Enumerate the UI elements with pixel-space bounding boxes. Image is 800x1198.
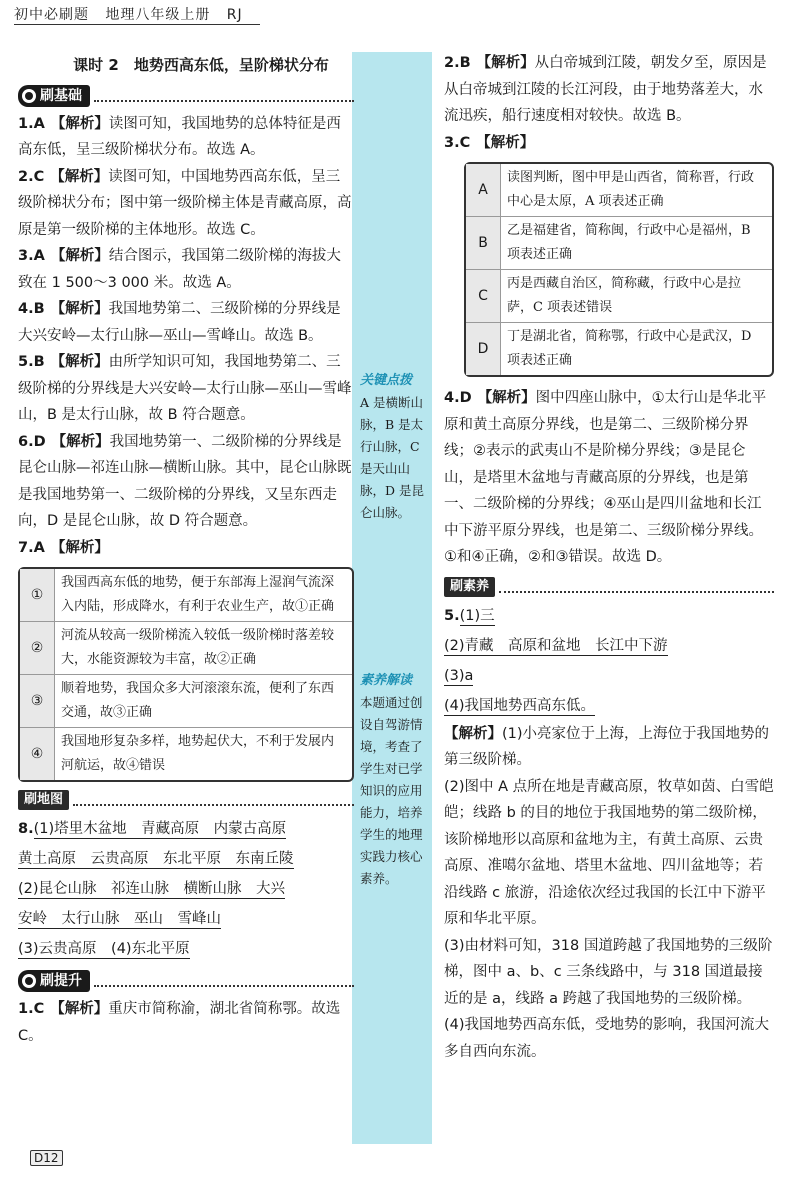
question-text: 5. — [444, 607, 460, 624]
question-text: 【解析】 — [50, 248, 109, 264]
header-edition: RJ — [226, 7, 243, 23]
question-text: 7. — [18, 539, 34, 556]
question-text: 重庆市简称渝，湖北省简称鄂。故选 C。 — [18, 1001, 341, 1044]
badge-icon — [22, 974, 36, 988]
answer-line — [444, 601, 774, 631]
answer-line — [18, 904, 354, 934]
question-text: 【解析】 — [50, 1001, 109, 1017]
q3-analysis-table — [464, 162, 774, 377]
q7-analysis-table — [18, 567, 354, 782]
left-column — [18, 52, 354, 1049]
question-text: (2)昆仑山脉 祁连山脉 横断山脉 大兴 — [18, 881, 286, 897]
section-basic — [18, 85, 354, 107]
answer-line — [18, 814, 354, 844]
answer-line — [18, 874, 354, 904]
badge-icon — [22, 89, 36, 103]
header-rule — [14, 24, 260, 25]
row-key: ④ — [20, 728, 55, 780]
answer-line — [444, 631, 774, 661]
side-note-1 — [360, 370, 428, 524]
section-map-label: 刷地图 — [18, 790, 69, 810]
question-text: 【解析】 — [51, 433, 110, 450]
answer-line: (4)我国地势西高东低，受地势的影响，我国河流大多自西向东流。 — [444, 1017, 770, 1060]
answer-line — [18, 934, 354, 964]
table-row — [466, 164, 772, 217]
question-text: C — [33, 168, 45, 185]
row-text: 丁是湖北省，简称鄂，行政中心是武汉，D 项表述正确 — [507, 329, 752, 368]
question-text: A — [33, 248, 45, 264]
section-improve-label: 刷提升 — [40, 973, 82, 989]
side-note-2-heading: 素养解读 — [360, 673, 413, 688]
question-4 — [18, 296, 354, 349]
question-text: 图中四座山脉中，①太行山是华北平原和黄土高原分界线，也是第二、三级阶梯分界线；②表示的武夷山不是阶梯分界线；③是昆仑山，是塔里木盆地与青藏高原的分界线，也是第一、二级阶梯的分界线；④巫山是四川盆地和长江中下游平原分界线，也是第二、三级阶梯分界线。①和④正确，②和③错误。故选 D。 — [444, 390, 767, 565]
question-1-improve — [18, 996, 354, 1049]
question-text: (1)小亮家位于上海，上海位于我国地势的第三级阶梯。 — [444, 725, 770, 768]
question-2-improve — [444, 50, 774, 130]
question-3 — [18, 243, 354, 296]
table-row — [466, 323, 772, 375]
question-text: (1)三 — [459, 607, 495, 624]
question-text: 结合图示，我国第二级阶梯的海拔大致在 1 500～3 000 米。故选 A。 — [18, 248, 341, 291]
section-improve-badge — [18, 970, 90, 992]
header-subject: 地理八年级上册 — [105, 7, 211, 23]
question-text: 【解析】 — [50, 115, 109, 132]
question-text: 【解析】 — [477, 390, 536, 406]
row-key: B — [466, 217, 501, 269]
question-text: B — [33, 301, 45, 317]
question-text: 3. — [18, 248, 34, 264]
question-text: (1)塔里木盆地 青藏高原 内蒙古高原 — [33, 821, 287, 837]
question-text: 6. — [18, 433, 34, 450]
side-note-2 — [360, 670, 428, 890]
question-text: 【解析】 — [444, 725, 502, 742]
question-text: 3. — [444, 134, 460, 151]
dotted-rule — [499, 581, 774, 593]
side-note-2-text: 本题通过创设自驾游情境，考查了学生对已学知识的应用能力，培养学生的地理实践力核心素养。 — [360, 695, 423, 886]
question-text: (3)云贵高原 (4)东北平原 — [18, 941, 190, 957]
side-note-1-text: A 是横断山脉，B 是太行山脉，C 是天山山脉，D 是昆仑山脉。 — [360, 395, 424, 520]
question-text: (2)青藏 高原和盆地 长江中下游 — [444, 637, 668, 654]
answer-line — [444, 661, 774, 691]
answer-line — [444, 721, 774, 774]
question-text: 4. — [18, 301, 34, 317]
question-text: D — [459, 390, 472, 406]
section-basic-label: 刷基础 — [40, 87, 82, 104]
table-row — [20, 675, 352, 728]
dotted-rule — [73, 794, 354, 806]
table-row — [466, 270, 772, 323]
question-text: (3)a — [444, 667, 474, 684]
page-number: D12 — [30, 1150, 63, 1166]
row-key: D — [466, 323, 501, 375]
lesson-title: 课时 2 地势西高东低，呈阶梯状分布 — [73, 56, 329, 74]
question-text: D — [33, 433, 46, 450]
section-literacy-label: 刷素养 — [444, 577, 495, 597]
table-row — [20, 622, 352, 675]
question-text: 1. — [18, 1001, 34, 1017]
question-text: 1. — [18, 115, 34, 132]
question-5-literacy — [444, 601, 774, 1066]
question-text: 我国地势第二、三级阶梯的分界线是大兴安岭—太行山脉—巫山—雪峰山。故选 B。 — [18, 301, 341, 344]
answer-line — [444, 691, 774, 721]
question-text: 2. — [18, 168, 34, 185]
row-text: 我国西高东低的地势，便于东部海上湿润气流深入内陆，形成降水，有利于农业生产，故①正确 — [61, 575, 335, 614]
row-key: ① — [20, 569, 55, 621]
question-4-improve — [444, 385, 774, 571]
answer-line: (2)图中 A 点所在地是青藏高原，牧草如茵、白雪皑皑；线路 b 的目的地位于我国地势的第二级阶梯，该阶梯地形以高原和盆地为主，有黄土高原、云贵高原、准噶尔盆地、塔里木盆地、四川盆地等；若沿线路 c 旅游，沿途依次经过我国的长江中下游平原和华北平原。 — [444, 778, 774, 927]
question-text: A — [33, 539, 45, 556]
question-8 — [18, 814, 354, 964]
question-text: 【解析】 — [50, 539, 109, 556]
side-note-1-heading: 关键点拨 — [360, 373, 413, 388]
answer-line — [18, 844, 354, 874]
right-column — [444, 50, 774, 1065]
question-text: 2. — [444, 55, 460, 71]
question-text: C — [459, 134, 471, 151]
row-text: 乙是福建省，简称闽，行政中心是福州，B 项表述正确 — [507, 223, 751, 262]
question-text: A — [33, 115, 45, 132]
section-literacy — [444, 577, 774, 597]
question-text: B — [33, 354, 45, 370]
question-3-improve — [444, 130, 774, 157]
row-text: 我国地形复杂多样，地势起伏大，不利于发展内河航运，故④错误 — [61, 734, 335, 773]
question-text: 5. — [18, 354, 34, 370]
question-6 — [18, 429, 354, 535]
table-row — [20, 728, 352, 780]
row-text: 读图判断，图中甲是山西省，简称晋，行政中心是太原，A 项表述正确 — [507, 170, 755, 209]
row-key: ③ — [20, 675, 55, 727]
table-row — [466, 217, 772, 270]
question-text: 8. — [18, 821, 34, 837]
row-key: C — [466, 270, 501, 322]
dotted-rule — [94, 90, 354, 102]
row-text: 河流从较高一级阶梯流入较低一级阶梯时落差较大，水能资源较为丰富，故②正确 — [61, 628, 335, 667]
row-key: ② — [20, 622, 55, 674]
section-map — [18, 790, 354, 810]
question-text: 黄土高原 云贵高原 东北平原 东南丘陵 — [18, 851, 294, 867]
dotted-rule — [94, 975, 354, 987]
row-text: 顺着地势，我国众多大河滚滚东流，便利了东西交通，故③正确 — [61, 681, 335, 720]
question-text: B — [459, 55, 471, 71]
question-2 — [18, 164, 354, 244]
question-text: 读图可知，中国地势西高东低，呈三级阶梯状分布；图中第一级阶梯主体是青藏高原，高原是第一级阶梯的主体地形。故选 C。 — [18, 168, 352, 238]
question-text: C — [33, 1001, 45, 1017]
question-text: 由所学知识可知，我国地势第二、三级阶梯的分界线是大兴安岭—太行山脉—巫山—雪峰山，B 是太行山脉，故 B 符合题意。 — [18, 354, 352, 423]
question-text: 4. — [444, 390, 460, 406]
table-row — [20, 569, 352, 622]
row-key: A — [466, 164, 501, 216]
question-7 — [18, 535, 354, 562]
row-text: 丙是西藏自治区，简称藏，行政中心是拉萨，C 项表述错误 — [507, 276, 742, 315]
question-text: 从白帝城到江陵，朝发夕至，原因是从白帝城到江陵的长江河段，由于地势落差大，水流迅疾，船行速度相对较快。故选 B。 — [444, 55, 767, 124]
question-text: 【解析】 — [50, 354, 109, 370]
header-book: 初中必刷题 — [14, 7, 89, 23]
question-5 — [18, 349, 354, 429]
side-note-column — [352, 52, 432, 1144]
section-basic-badge — [18, 85, 90, 107]
question-text: 【解析】 — [476, 55, 535, 71]
question-text: 读图可知，我国地势的总体特征是西高东低，呈三级阶梯状分布。故选 A。 — [18, 115, 341, 158]
question-text: 安岭 太行山脉 巫山 雪峰山 — [18, 911, 221, 927]
answer-line: (3)由材料可知，318 国道跨越了我国地势的三级阶梯，图中 a、b、c 三条线路中，与 318 国道最接近的是 a，线路 a 跨越了我国地势的三级阶梯。 — [444, 937, 773, 1007]
running-header — [14, 4, 243, 24]
section-improve — [18, 970, 354, 992]
question-text: 【解析】 — [50, 168, 109, 185]
question-text: 我国地势第一、二级阶梯的分界线是昆仑山脉—祁连山脉—横断山脉。其中，昆仑山脉既是我国地势第一、二级阶梯的分界线，又呈东西走向，D 是昆仑山脉，故 D 符合题意。 — [18, 433, 352, 529]
question-text: 【解析】 — [476, 134, 535, 151]
question-text: 【解析】 — [50, 301, 109, 317]
question-1 — [18, 111, 354, 164]
question-text: (4)我国地势西高东低。 — [444, 697, 596, 714]
